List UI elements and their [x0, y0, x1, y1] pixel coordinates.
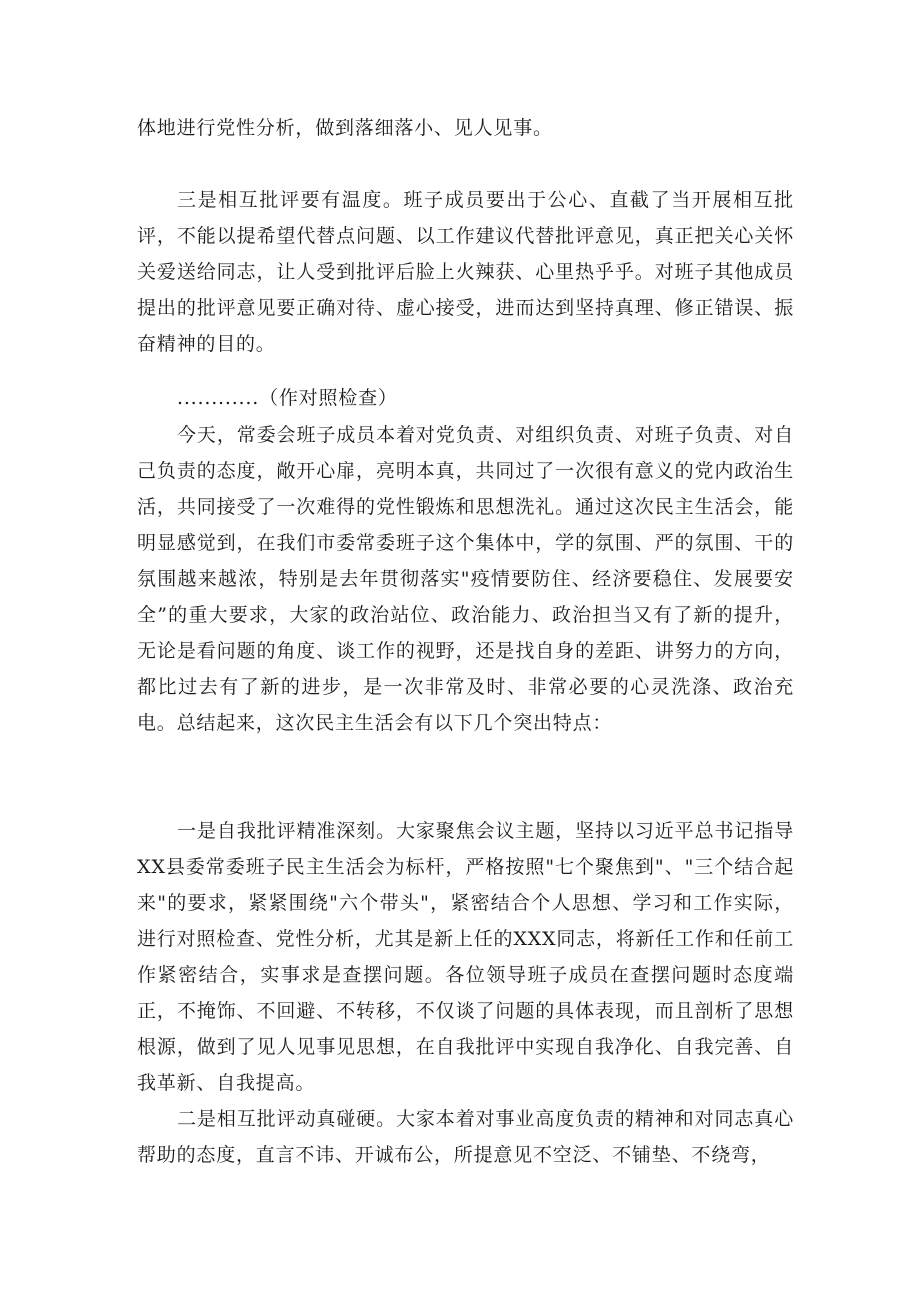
paragraph-self-criticism	[137, 813, 794, 1101]
paragraph-continuation	[137, 110, 794, 146]
paragraph-mutual-criticism-warmth	[137, 182, 794, 362]
paragraph-4: 今天，常委会班子成员本着对党负责、对组织负责、对班子负责、对自己负责的态度，敞开心扉，亮明本真，共同过了一次很有意义的党内政治生活，共同接受了一次难得的党性锻炼和思想洗礼。通过这次民主生活会，能明显感觉到，在我们市委常委班子这个集体中，学的氛围、严的氛围、干的氛围越来越浓，特别是去年贯彻落实"疫情要防住、经济要稳住、发展要安全”的重大要求，大家的政治站位、政治能力、政治担当又有了新的提升，无论是看问题的角度、谈工作的视野，还是找自身的差距、讲努力的方向，都比过去有了新的进步，是一次非常及时、非常必要的心灵洗涤、政治充电。总结起来，这次民主生活会有以下几个突出特点：	[137, 424, 794, 734]
paragraph-summary	[137, 417, 794, 741]
paragraph-self-check-note	[137, 380, 794, 416]
paragraph-3: ............（作对照检查）	[177, 387, 398, 409]
paragraph-5: 一是自我批评精准深刻。大家聚焦会议主题，坚持以习近平总书记指导XX县委常委班子民主生活会为标杆，严格按照"七个聚焦到"、"三个结合起来"的要求，紧紧围绕"六个带头"，紧密结合个人思想、学习和工作实际，进行对照检查、党性分析，尤其是新上任的XXX同志，将新任工作和任前工作紧密结合，实事求是查摆问题。各位领导班子成员在查摆问题时态度端正，不掩饰、不回避、不转移，不仅谈了问题的具体表现，而且剖析了思想根源，做到了见人见事见思想，在自我批评中实现自我净化、自我完善、自我革新、自我提高。	[137, 820, 794, 1094]
paragraph-mutual-criticism	[137, 1101, 794, 1173]
paragraph-2: 三是相互批评要有温度。班子成员要出于公心、直截了当开展相互批评，不能以提希望代替点问题、以工作建议代替批评意见，真正把关心关怀关爱送给同志，让人受到批评后脸上火辣获、心里热乎乎。对班子其他成员提出的批评意见要正确对待、虚心接受，进而达到坚持真理、修正错误、振奋精神的目的。	[137, 189, 794, 355]
paragraph-1: 体地进行党性分析，做到落细落小、见人见事。	[137, 117, 553, 139]
paragraph-6: 二是相互批评动真碰硬。大家本着对事业高度负责的精神和对同志真心帮助的态度，直言不讳、开诚布公，所提意见不空泛、不铺垫、不绕弯，	[137, 1108, 794, 1166]
